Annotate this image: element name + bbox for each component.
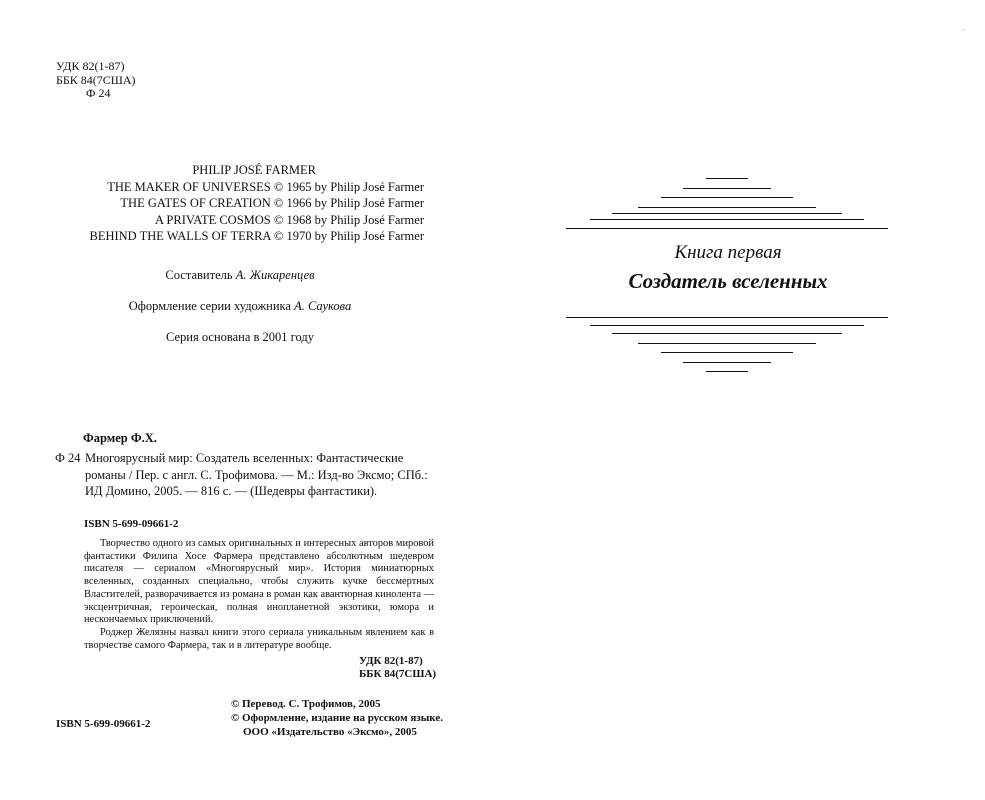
- catalog-author: Фармер Ф.Х.: [83, 431, 157, 445]
- ornament-line: [590, 325, 864, 326]
- book-label: Книга первая: [674, 242, 782, 263]
- copyright-notices: [231, 697, 443, 739]
- copyright-line: © Перевод. С. Трофимов, 2005: [231, 698, 381, 710]
- compiler-label: Составитель: [165, 268, 236, 282]
- compiler-name: А. Жикаренцев: [235, 268, 315, 282]
- ornament-line: [661, 197, 793, 198]
- catalog-isbn: ISBN 5-699-09661-2: [84, 518, 179, 530]
- design-credit: [56, 299, 424, 314]
- catalog-udk: УДК 82(1-87): [359, 655, 423, 667]
- ornament-line: [590, 219, 864, 220]
- ornament-line: [683, 188, 771, 189]
- design-label: Оформление серии художника: [128, 299, 295, 313]
- ornament-line: [612, 213, 842, 214]
- ornament-line: [661, 352, 793, 353]
- book-title: Создатель вселенных: [628, 269, 828, 293]
- ornament-line: [566, 228, 888, 229]
- udk-code: УДК 82(1-87): [56, 59, 125, 73]
- design-name: А. Саукова: [294, 299, 352, 313]
- original-copyright-credits: [56, 162, 424, 245]
- ornament-line: [706, 178, 748, 179]
- original-author-heading: PHILIP JOSÉ FARMER: [192, 163, 316, 177]
- annotation: [84, 538, 434, 652]
- catalog-classification: [359, 655, 436, 681]
- annotation-paragraph: Творчество одного из самых оригинальных и интересных авторов мировой фантастики Филипа Хосе Фармера представлено абсолютным шедевром писателя — сериалом «Многоярусный мир». История миниатюрных вселенных, созданных специально, чтобы служить кучке бессмертных Властителей, разворачивается из романа в роман как авантюрная кинолента — эксцентричная, героическая, полная инопланетной экзотики, юмора и нескончаемых приключений.: [84, 538, 434, 626]
- compiler-credit: [56, 268, 424, 283]
- series-founded: Серия основана в 2001 году: [165, 330, 315, 344]
- ornament-line: [706, 371, 748, 372]
- catalog-description: Многоярусный мир: Создатель вселенных: Фантастические романы / Пер. с англ. С. Трофимова. — М.: Изд-во Эксмо; СПб.: ИД Домино, 2005. — 816 с. — (Шедевры фантастики).: [85, 451, 428, 498]
- author-mark: Ф 24: [86, 86, 111, 100]
- ornament-line: [683, 362, 771, 363]
- ornament-line: [566, 317, 888, 318]
- catalog-bbk: ББК 84(7США): [359, 668, 437, 680]
- bbk-code: ББК 84(7США): [56, 72, 136, 87]
- credit-line: THE MAKER OF UNIVERSES © 1965 by Philip José Farmer: [107, 179, 424, 194]
- bottom-isbn: ISBN 5-699-09661-2: [56, 718, 151, 730]
- copyright-line: ООО «Издательство «Эксмо», 2005: [243, 726, 417, 738]
- credit-line: THE GATES OF CREATION © 1966 by Philip José Farmer: [120, 196, 424, 210]
- print-mark: ·: [962, 26, 965, 35]
- credit-line: BEHIND THE WALLS OF TERRA © 1970 by Philip José Farmer: [89, 229, 424, 243]
- ornament-line: [612, 333, 842, 334]
- classification-codes: [56, 60, 136, 101]
- ornament-line: [638, 343, 816, 344]
- catalog-code: Ф 24: [55, 451, 81, 465]
- ornament-line: [638, 207, 816, 208]
- credit-line: A PRIVATE COSMOS © 1968 by Philip José Farmer: [154, 212, 424, 227]
- annotation-paragraph: Роджер Желязны назвал книги этого сериала уникальным явлением как в творчестве самого Фармера, так и в литературе вообще.: [84, 626, 434, 651]
- copyright-line: © Оформление, издание на русском языке.: [231, 712, 443, 724]
